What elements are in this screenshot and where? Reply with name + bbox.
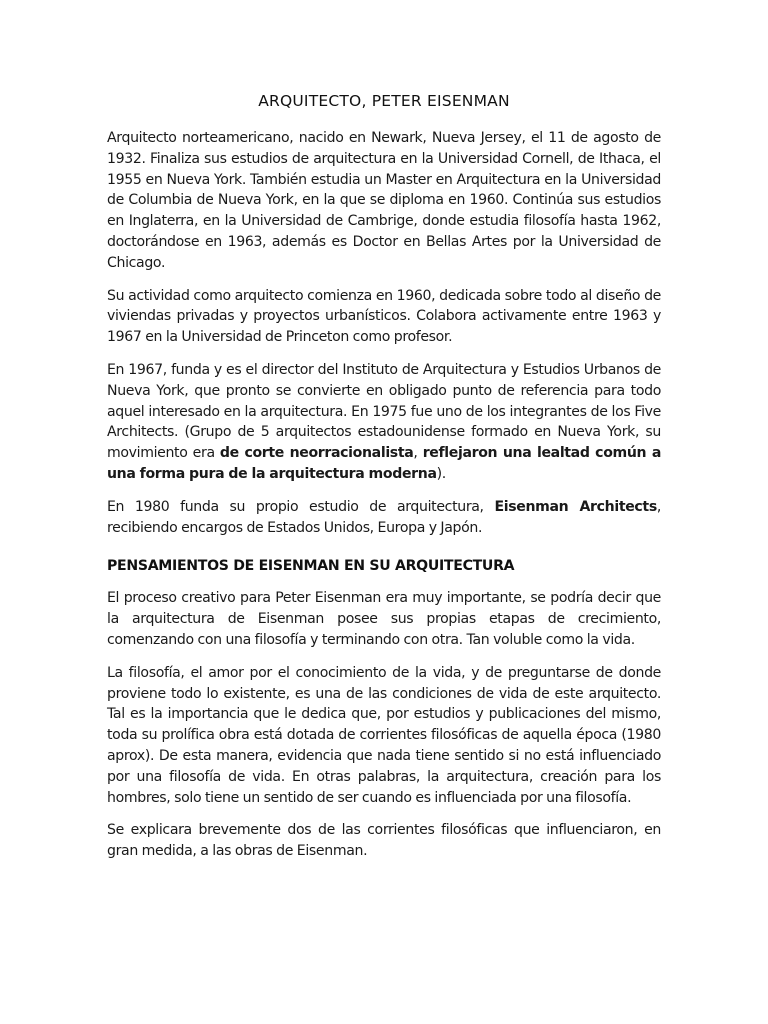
paragraph-studio-bold-name: Eisenman Architects bbox=[494, 498, 657, 515]
paragraph-institute-separator: , bbox=[413, 445, 423, 462]
paragraph-studio bbox=[107, 497, 661, 539]
section-heading: PENSAMIENTOS DE EISENMAN EN SU ARQUITECTURA bbox=[107, 558, 515, 575]
paragraph-institute-text: En 1967, funda y es el director del Instituto de Arquitectura y Estudios Urbanos de Nueva York, que pronto se convierte en obligado punto de referencia para todo aquel interesado en la arquitectura. En 1975 fue uno de los integrantes de los Five Architects. (Grupo de 5 arquitectos estadounidense formado en Nueva York, su movimiento era bbox=[107, 361, 661, 462]
paragraph-studio-text: En 1980 funda su propio estudio de arquitectura, bbox=[107, 498, 495, 515]
paragraph-activity: Su actividad como arquitecto comienza en 1960, dedicada sobre todo al diseño de viviendas privadas y proyectos urbanísticos. Colabora activamente entre 1963 y 1967 en la Universidad de Princeton como profesor. bbox=[107, 287, 661, 346]
paragraph-biography: Arquitecto norteamericano, nacido en Newark, Nueva Jersey, el 11 de agosto de 1932. Finaliza sus estudios de arquitectura en la Universidad Cornell, de Ithaca, el 1955 en Nueva York. También estudia un Master en Arquitectura en la Universidad de Columbia de Nueva York, en la que se diploma en 1960. Continúa sus estudios en Inglaterra, en la Universidad de Cambrige, donde estudia filosofía hasta 1962, doctorándose en 1963, además es Doctor en Bellas Artes por la Universidad de Chicago. bbox=[107, 130, 661, 271]
paragraph-institute bbox=[107, 360, 661, 485]
document-page bbox=[107, 92, 661, 874]
document-title: ARQUITECTO, PETER EISENMAN bbox=[258, 92, 510, 110]
paragraph-conclusion: Se explicara brevemente dos de las corrientes filosóficas que influenciaron, en gran medida, a las obras de Eisenman. bbox=[107, 822, 661, 860]
paragraph-studio-closing: , recibiendo encargos de Estados Unidos, Europa y Japón. bbox=[107, 498, 661, 536]
paragraph-philosophy: La filosofía, el amor por el conocimiento de la vida, y de preguntarse de donde proviene todo lo existente, es una de las condiciones de vida de este arquitecto. Tal es la importancia que le dedica que, por estudios y publicaciones del mismo, toda su prolífica obra está dotada de corrientes filosóficas de aquella época (1980 aprox). De esta manera, evidencia que nada tiene sentido si no está influenciado por una filosofía de vida. En otras palabras, la arquitectura, creación para los hombres, solo tiene un sentido de ser cuando es influenciada por una filosofía. bbox=[107, 664, 661, 806]
paragraph-institute-closing: ). bbox=[436, 465, 446, 482]
paragraph-institute-bold-loyalty: reflejaron una lealtad común a una forma pura de la arquitectura moderna bbox=[107, 445, 661, 482]
paragraph-creative-process: El proceso creativo para Peter Eisenman era muy importante, se podría decir que la arquitectura de Eisenman posee sus propias etapas de crecimiento, comenzando con una filosofía y terminando con otra. Tan voluble como la vida. bbox=[107, 590, 661, 648]
paragraph-institute-bold-style: de corte neorracionalista bbox=[219, 445, 414, 462]
